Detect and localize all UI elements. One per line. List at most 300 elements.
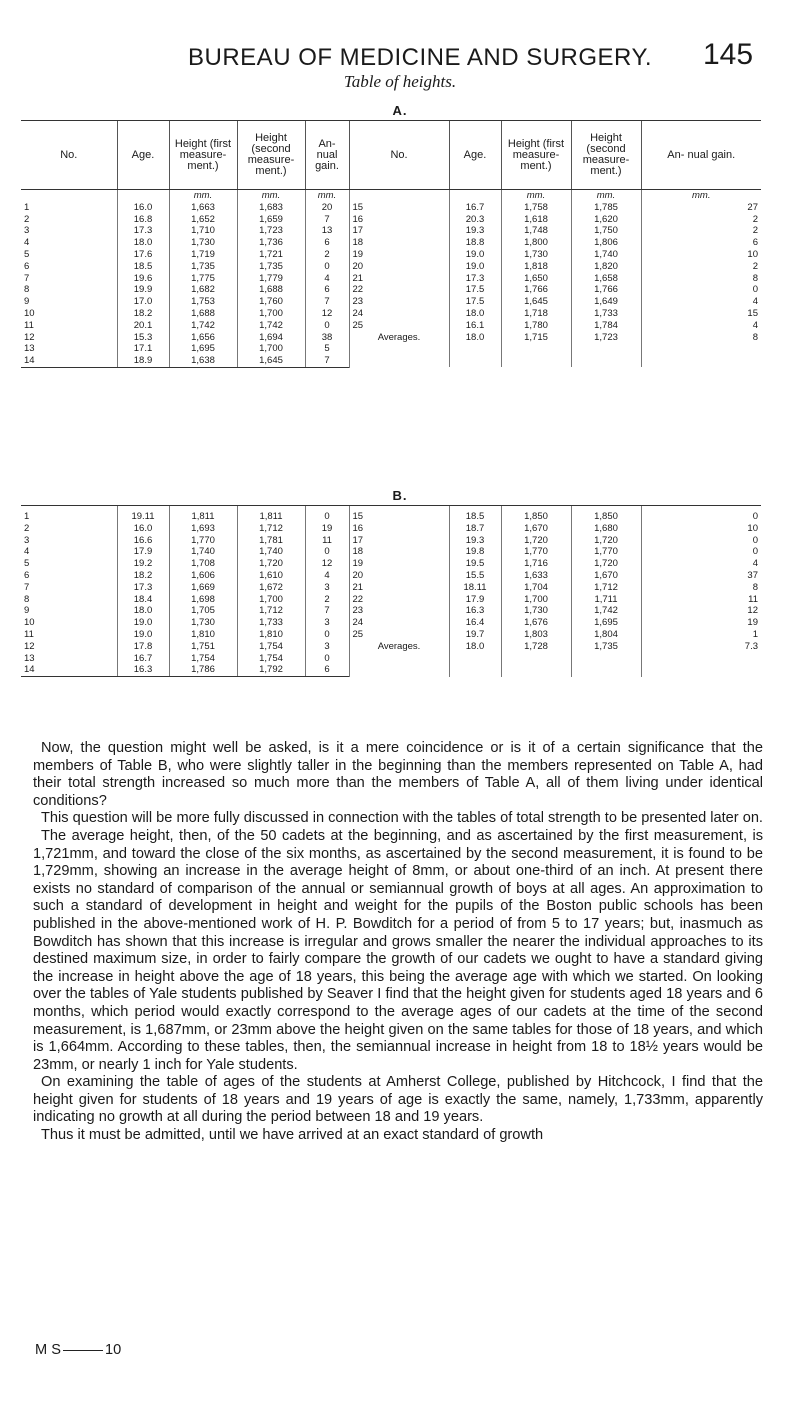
second-height-cell: 1,742 <box>237 320 305 332</box>
col-age: Age. <box>117 121 169 190</box>
gain-cell: 0 <box>641 535 761 547</box>
second-height-cell: 1,770 <box>571 546 641 558</box>
age-cell: 18.7 <box>449 523 501 535</box>
col-second: Height (second measure- ment.) <box>237 121 305 190</box>
first-height-cell: 1,740 <box>169 546 237 558</box>
cadet-no: 16 <box>349 523 449 535</box>
gain-cell: 10 <box>641 523 761 535</box>
col-gain: An- nual gain. <box>641 121 761 190</box>
second-height-cell: 1,779 <box>237 273 305 285</box>
table-row <box>21 284 761 296</box>
table-row <box>21 332 761 344</box>
second-height-cell: 1,695 <box>571 617 641 629</box>
table-row <box>21 202 761 214</box>
table-caption: Table of heights. <box>343 72 457 91</box>
cadet-no: 19 <box>349 558 449 570</box>
age-cell: 18.0 <box>449 308 501 320</box>
second-height-cell: 1,735 <box>237 261 305 273</box>
cadet-no: 4 <box>24 546 30 558</box>
table-b-body <box>21 506 761 677</box>
gain-cell: 3 <box>305 582 349 594</box>
second-height-cell: 1,620 <box>571 214 641 226</box>
gain-cell: 37 <box>641 570 761 582</box>
first-height-cell: 1,708 <box>169 558 237 570</box>
second-height-cell: 1,785 <box>571 202 641 214</box>
age-cell: 16.6 <box>117 535 169 547</box>
cadet-no: 21 <box>349 582 449 594</box>
age-cell: 17.3 <box>117 225 169 237</box>
cadet-no: 10 <box>24 307 35 319</box>
second-height-cell: 1,659 <box>237 214 305 226</box>
first-height-cell: 1,770 <box>169 535 237 547</box>
gain-cell: 15 <box>641 308 761 320</box>
cadet-no: 12 <box>24 640 35 652</box>
gain-cell: 27 <box>641 202 761 214</box>
col-first: Height (first measure- ment.) <box>501 121 571 190</box>
gain-cell: 2 <box>641 214 761 226</box>
second-height-cell: 1,694 <box>237 332 305 344</box>
age-cell: 19.0 <box>449 249 501 261</box>
first-height-cell: 1,810 <box>169 629 237 641</box>
unit-label: mm. <box>237 190 305 202</box>
cadet-no: 19 <box>349 249 449 261</box>
cadet-no: 1 <box>24 201 30 213</box>
age-cell: 15.5 <box>449 570 501 582</box>
age-cell: 18.0 <box>117 605 169 617</box>
gain-cell: 0 <box>305 320 349 332</box>
first-height-cell: 1,818 <box>501 261 571 273</box>
second-height-cell: 1,720 <box>571 535 641 547</box>
gain-cell: 0 <box>305 629 349 641</box>
table-b-label: B. <box>392 488 408 503</box>
table-row <box>21 225 761 237</box>
cadet-no: 25 <box>349 320 449 332</box>
first-height-cell: 1,618 <box>501 214 571 226</box>
gain-cell: 1 <box>641 629 761 641</box>
cadet-no: 21 <box>349 273 449 285</box>
gain-cell: 12 <box>305 558 349 570</box>
signature-left: M S <box>35 1342 61 1358</box>
second-height-cell: 1,688 <box>237 284 305 296</box>
table-a <box>21 120 761 368</box>
age-cell: 16.0 <box>117 523 169 535</box>
second-height-cell: 1,712 <box>571 582 641 594</box>
first-height-cell: 1,786 <box>169 664 237 676</box>
gain-cell: 0 <box>305 261 349 273</box>
age-cell: 19.0 <box>117 629 169 641</box>
cadet-no: 9 <box>24 296 30 308</box>
paragraph: Now, the question might well be asked, is it a mere coincidence or is it of a certain significance that the members of Table B, who were slightly taller in the beginning than the members represented on Table A, had their total strength increased so much more than the members of Table A, all of them living under identical conditions? <box>33 740 763 809</box>
cadet-no: 24 <box>349 308 449 320</box>
unit-label: mm. <box>501 190 571 202</box>
age-cell: 19.7 <box>449 629 501 641</box>
first-height-cell: 1,780 <box>501 320 571 332</box>
gain-cell: 0 <box>305 653 349 665</box>
cadet-no: 4 <box>24 237 30 249</box>
table-row <box>21 249 761 261</box>
age-cell: 19.3 <box>449 225 501 237</box>
cadet-no: 15 <box>349 506 449 523</box>
unit-label: mm. <box>169 190 237 202</box>
cadet-no: 13 <box>24 652 35 664</box>
first-height-cell: 1,700 <box>501 594 571 606</box>
table-row <box>21 214 761 226</box>
cadet-no: 18 <box>349 237 449 249</box>
second-height-cell: 1,672 <box>237 582 305 594</box>
units-row <box>21 190 761 202</box>
gain-cell: 2 <box>641 225 761 237</box>
table-row <box>21 523 761 535</box>
table-b <box>21 505 761 677</box>
second-height-cell: 1,720 <box>571 558 641 570</box>
second-height-cell: 1,850 <box>571 506 641 523</box>
first-height-cell: 1,669 <box>169 582 237 594</box>
cadet-no: 14 <box>21 355 117 367</box>
second-height-cell: 1,700 <box>237 594 305 606</box>
signature-right: 10 <box>104 1342 122 1358</box>
cadet-no: 17 <box>349 535 449 547</box>
first-height-cell: 1,730 <box>501 605 571 617</box>
second-height-cell: 1,736 <box>237 237 305 249</box>
age-cell: 17.8 <box>117 641 169 653</box>
average-gain: 8 <box>641 332 761 368</box>
average-age: 18.0 <box>449 641 501 677</box>
second-height-cell: 1,720 <box>237 558 305 570</box>
gain-cell: 6 <box>641 237 761 249</box>
average-age: 18.0 <box>449 332 501 368</box>
table-row <box>21 506 761 523</box>
paragraph: This question will be more fully discussed in connection with the tables of total strength to be presented later on. <box>41 810 763 827</box>
second-height-cell: 1,811 <box>237 506 305 523</box>
age-cell: 17.3 <box>449 273 501 285</box>
first-height-cell: 1,656 <box>169 332 237 344</box>
age-cell: 19.0 <box>117 617 169 629</box>
cadet-no: 8 <box>24 593 30 605</box>
averages-label: Averages. <box>349 641 449 677</box>
empty-cell <box>117 190 169 202</box>
gain-cell: 12 <box>641 605 761 617</box>
cadet-no: 6 <box>24 569 30 581</box>
second-height-cell: 1,649 <box>571 296 641 308</box>
table-a-label: A. <box>392 103 408 118</box>
averages-label: Averages. <box>349 332 449 368</box>
gain-cell: 2 <box>305 249 349 261</box>
second-height-cell: 1,820 <box>571 261 641 273</box>
cadet-no: 20 <box>349 261 449 273</box>
age-cell: 17.9 <box>117 546 169 558</box>
body-text <box>33 740 763 1145</box>
first-height-cell: 1,800 <box>501 237 571 249</box>
cadet-no: 2 <box>24 213 30 225</box>
gain-cell: 3 <box>305 641 349 653</box>
cadet-no: 17 <box>349 225 449 237</box>
first-height-cell: 1,716 <box>501 558 571 570</box>
second-height-cell: 1,792 <box>237 664 305 676</box>
table-row <box>21 629 761 641</box>
gain-cell: 19 <box>641 617 761 629</box>
first-height-cell: 1,698 <box>169 594 237 606</box>
running-head: BUREAU OF MEDICINE AND SURGERY. <box>188 44 653 71</box>
gain-cell: 4 <box>641 320 761 332</box>
table-row <box>21 617 761 629</box>
average-first-height: 1,715 <box>501 332 571 368</box>
first-height-cell: 1,670 <box>501 523 571 535</box>
first-height-cell: 1,742 <box>169 320 237 332</box>
table-row <box>21 308 761 320</box>
cadet-no: 12 <box>24 331 35 343</box>
unit-label: mm. <box>305 190 349 202</box>
second-height-cell: 1,810 <box>237 629 305 641</box>
cadet-no: 23 <box>349 605 449 617</box>
table-row <box>21 558 761 570</box>
age-cell: 19.5 <box>449 558 501 570</box>
age-cell: 16.1 <box>449 320 501 332</box>
first-height-cell: 1,663 <box>169 202 237 214</box>
first-height-cell: 1,730 <box>169 617 237 629</box>
second-height-cell: 1,733 <box>237 617 305 629</box>
cadet-no: 23 <box>349 296 449 308</box>
cadet-no: 2 <box>24 522 30 534</box>
first-height-cell: 1,748 <box>501 225 571 237</box>
age-cell: 16.0 <box>117 202 169 214</box>
age-cell: 19.6 <box>117 273 169 285</box>
cadet-no: 25 <box>349 629 449 641</box>
second-height-cell: 1,645 <box>237 355 305 367</box>
gain-cell: 4 <box>641 558 761 570</box>
page-header <box>0 20 800 71</box>
first-height-cell: 1,633 <box>501 570 571 582</box>
cadet-no: 9 <box>24 605 30 617</box>
table-row <box>21 261 761 273</box>
age-cell: 19.0 <box>449 261 501 273</box>
signature-rule <box>63 1350 103 1351</box>
age-cell: 18.5 <box>449 506 501 523</box>
second-height-cell: 1,700 <box>237 308 305 320</box>
age-cell: 16.7 <box>449 202 501 214</box>
average-second-height: 1,735 <box>571 641 641 677</box>
cadet-no: 7 <box>24 272 30 284</box>
second-height-cell: 1,784 <box>571 320 641 332</box>
table-row <box>21 570 761 582</box>
gain-cell: 4 <box>641 296 761 308</box>
average-gain: 7.3 <box>641 641 761 677</box>
second-height-cell: 1,712 <box>237 605 305 617</box>
cadet-no: 11 <box>24 628 34 640</box>
second-height-cell: 1,680 <box>571 523 641 535</box>
second-height-cell: 1,700 <box>237 343 305 355</box>
table-row <box>21 237 761 249</box>
second-height-cell: 1,683 <box>237 202 305 214</box>
gain-cell: 3 <box>305 617 349 629</box>
cadet-no: 13 <box>24 343 35 355</box>
gain-cell: 0 <box>641 546 761 558</box>
col-second: Height (second measure- ment.) <box>571 121 641 190</box>
second-height-cell: 1,740 <box>237 546 305 558</box>
col-age: Age. <box>449 121 501 190</box>
age-cell: 16.4 <box>449 617 501 629</box>
second-height-cell: 1,723 <box>237 225 305 237</box>
gain-cell: 13 <box>305 225 349 237</box>
gain-cell: 6 <box>305 284 349 296</box>
age-cell: 17.5 <box>449 296 501 308</box>
first-height-cell: 1,720 <box>501 535 571 547</box>
gain-cell: 0 <box>305 546 349 558</box>
first-height-cell: 1,710 <box>169 225 237 237</box>
paragraph: On examining the table of ages of the students at Amherst College, published by Hitchcock, I find that the height given for students of 18 years and 19 years of age is exactly the same, namely, 1,733mm, apparently indicating no growth at all during the period between 18 and 19 years. <box>33 1074 763 1126</box>
empty-cell <box>449 190 501 202</box>
gain-cell: 5 <box>305 343 349 355</box>
gain-cell: 11 <box>305 535 349 547</box>
second-height-cell: 1,760 <box>237 296 305 308</box>
age-cell: 18.8 <box>449 237 501 249</box>
first-height-cell: 1,704 <box>501 582 571 594</box>
age-cell: 20.3 <box>449 214 501 226</box>
cadet-no: 10 <box>24 617 35 629</box>
table-row <box>21 273 761 285</box>
gain-cell: 11 <box>641 594 761 606</box>
unit-label: mm. <box>641 190 761 202</box>
col-gain: An- nual gain. <box>305 121 349 190</box>
first-height-cell: 1,719 <box>169 249 237 261</box>
unit-label: mm. <box>571 190 641 202</box>
first-height-cell: 1,695 <box>169 343 237 355</box>
cadet-no: 18 <box>349 546 449 558</box>
table-row <box>21 594 761 606</box>
age-cell: 19.11 <box>117 506 169 523</box>
first-height-cell: 1,850 <box>501 506 571 523</box>
age-cell: 19.8 <box>449 546 501 558</box>
first-height-cell: 1,754 <box>169 653 237 665</box>
first-height-cell: 1,606 <box>169 570 237 582</box>
age-cell: 15.3 <box>117 332 169 344</box>
first-height-cell: 1,730 <box>501 249 571 261</box>
second-height-cell: 1,781 <box>237 535 305 547</box>
first-height-cell: 1,751 <box>169 641 237 653</box>
first-height-cell: 1,735 <box>169 261 237 273</box>
cadet-no: 15 <box>349 202 449 214</box>
cadet-no: 5 <box>24 248 30 260</box>
gain-cell: 7 <box>305 355 349 367</box>
first-height-cell: 1,676 <box>501 617 571 629</box>
gain-cell: 8 <box>641 582 761 594</box>
empty-cell <box>349 190 449 202</box>
first-height-cell: 1,770 <box>501 546 571 558</box>
age-cell: 17.6 <box>117 249 169 261</box>
second-height-cell: 1,804 <box>571 629 641 641</box>
gain-cell: 4 <box>305 570 349 582</box>
gain-cell: 2 <box>641 261 761 273</box>
cadet-no: 14 <box>21 664 117 676</box>
cadet-no: 24 <box>349 617 449 629</box>
table-row <box>21 641 761 653</box>
cadet-no: 3 <box>24 534 30 546</box>
first-height-cell: 1,645 <box>501 296 571 308</box>
table-row <box>21 546 761 558</box>
second-height-cell: 1,712 <box>237 523 305 535</box>
table-row <box>21 320 761 332</box>
table-a-body <box>21 190 761 368</box>
age-cell: 19.9 <box>117 284 169 296</box>
age-cell: 19.2 <box>117 558 169 570</box>
first-height-cell: 1,693 <box>169 523 237 535</box>
table-a-header-row <box>21 121 761 190</box>
age-cell: 16.3 <box>117 664 169 676</box>
gain-cell: 8 <box>641 273 761 285</box>
cadet-no: 11 <box>24 319 34 331</box>
second-height-cell: 1,740 <box>571 249 641 261</box>
first-height-cell: 1,758 <box>501 202 571 214</box>
second-height-cell: 1,610 <box>237 570 305 582</box>
table-row <box>21 582 761 594</box>
first-height-cell: 1,803 <box>501 629 571 641</box>
cadet-no: 5 <box>24 558 30 570</box>
gain-cell: 0 <box>305 506 349 523</box>
average-second-height: 1,723 <box>571 332 641 368</box>
page-number: 145 <box>703 38 754 71</box>
age-cell: 17.5 <box>449 284 501 296</box>
age-cell: 19.3 <box>449 535 501 547</box>
first-height-cell: 1,682 <box>169 284 237 296</box>
cadet-no: 16 <box>349 214 449 226</box>
first-height-cell: 1,638 <box>169 355 237 367</box>
age-cell: 18.4 <box>117 594 169 606</box>
cadet-no: 3 <box>24 225 30 237</box>
second-height-cell: 1,750 <box>571 225 641 237</box>
age-cell: 18.2 <box>117 308 169 320</box>
gain-cell: 6 <box>305 237 349 249</box>
gain-cell: 7 <box>305 296 349 308</box>
age-cell: 17.0 <box>117 296 169 308</box>
first-height-cell: 1,650 <box>501 273 571 285</box>
cadet-no: 22 <box>349 594 449 606</box>
cadet-no: 7 <box>24 581 30 593</box>
age-cell: 17.3 <box>117 582 169 594</box>
gain-cell: 0 <box>641 506 761 523</box>
second-height-cell: 1,754 <box>237 641 305 653</box>
second-height-cell: 1,733 <box>571 308 641 320</box>
age-cell: 20.1 <box>117 320 169 332</box>
second-height-cell: 1,806 <box>571 237 641 249</box>
cadet-no: 20 <box>349 570 449 582</box>
second-height-cell: 1,766 <box>571 284 641 296</box>
gain-cell: 20 <box>305 202 349 214</box>
gain-cell: 6 <box>305 664 349 676</box>
age-cell: 17.1 <box>117 343 169 355</box>
table-row <box>21 535 761 547</box>
col-no: No. <box>21 121 117 190</box>
age-cell: 18.9 <box>117 355 169 367</box>
paragraph: The average height, then, of the 50 cadets at the beginning, and as ascertained by the first measurement, is 1,721mm, and toward the close of the six months, as ascertained by the second measurement, it is found to be 1,729mm, showing an increase in the average height of 8mm, or about one-third of an inch. At present there exists no standard of comparison of the annual or semiannual growth of boys at all ages. An approximation to such a standard of development in height and weight for the pupils of the Boston public schools has been published in the above-mentioned work of H. P. Bowditch for a period of from 5 to 17 years; but, inasmuch as Bowditch has shown that this increase is irregular and grows smaller the nearer the individual approaches to its destined maximum size, in order to fairly compare the growth of our cadets we ought to have a standard giving the increase in height above the age of 18 years, this being the average age with which we started. On looking over the tables of Yale students published by Seaver I find that the height given for students aged 18 years and 6 months, which period would exactly correspond to the average ages of our cadets at the time of the second measurement, is 1,687mm, or 23mm above the height given on the same tables for those of 18 years, and which is 1,664mm. According to these tables, then, the semiannual increase in height from 18 to 18½ years would be 23mm, or nearly 1 inch for Yale students. <box>33 827 763 1073</box>
gain-cell: 38 <box>305 332 349 344</box>
age-cell: 18.5 <box>117 261 169 273</box>
gain-cell: 12 <box>305 308 349 320</box>
cadet-no: 8 <box>24 284 30 296</box>
first-height-cell: 1,811 <box>169 506 237 523</box>
age-cell: 16.3 <box>449 605 501 617</box>
first-height-cell: 1,730 <box>169 237 237 249</box>
gain-cell: 2 <box>305 594 349 606</box>
second-height-cell: 1,754 <box>237 653 305 665</box>
gain-cell: 4 <box>305 273 349 285</box>
cadet-no: 1 <box>21 506 117 523</box>
age-cell: 17.9 <box>449 594 501 606</box>
paragraph: Thus it must be admitted, until we have arrived at an exact standard of growth <box>41 1127 544 1144</box>
gain-cell: 10 <box>641 249 761 261</box>
gain-cell: 7 <box>305 214 349 226</box>
age-cell: 16.7 <box>117 653 169 665</box>
first-height-cell: 1,775 <box>169 273 237 285</box>
first-height-cell: 1,766 <box>501 284 571 296</box>
